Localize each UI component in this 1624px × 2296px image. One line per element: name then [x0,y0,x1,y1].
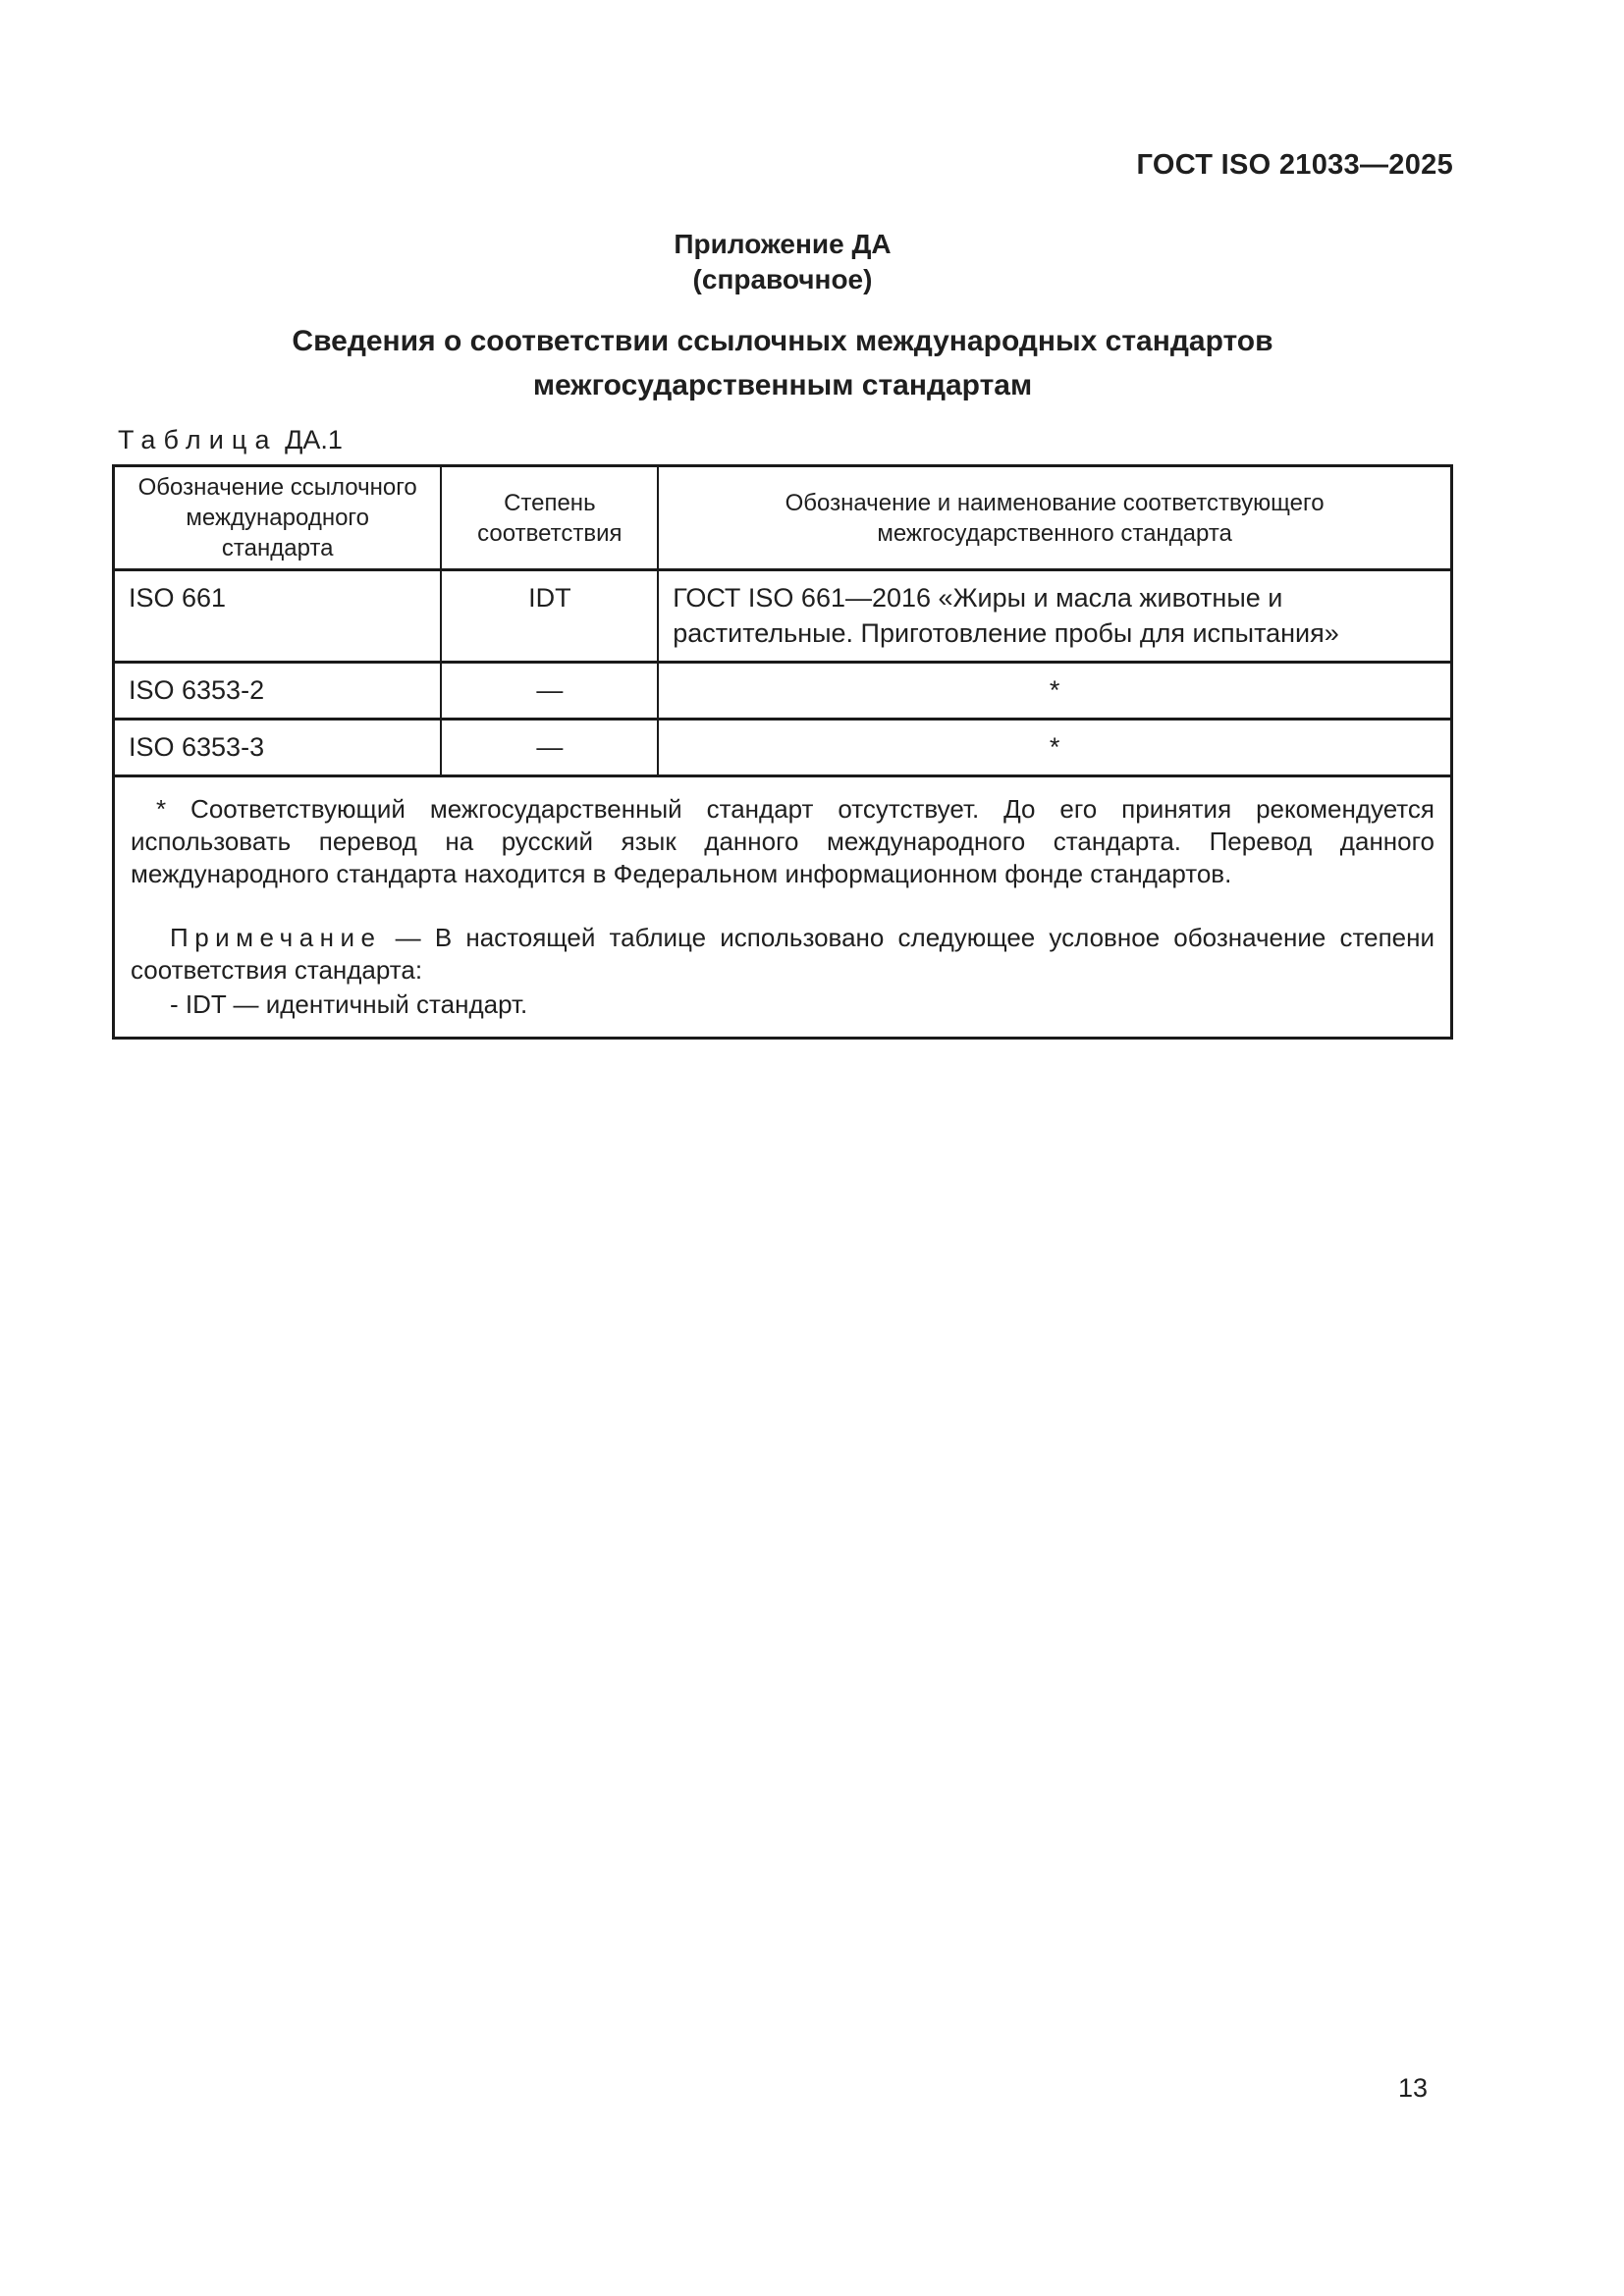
table-body [114,570,1452,1039]
cell-conformity-degree: — [441,663,658,720]
table-caption [112,425,1453,455]
document-standard-number: ГОСТ ISO 21033—2025 [1136,149,1453,181]
note-label: Примечание [170,923,382,952]
page-title-line-1: Сведения о соответствии ссылочных международных стандартов [292,325,1273,357]
appendix-heading [112,227,1453,297]
table-header [114,466,1452,570]
table-footnote: * Соответствующий межгосударственный стандарт отсутствует. До его принятия рекомендуется использовать перевод на русский язык данного международного стандарта. Перевод данного международного стандарта находится в Федеральном информационном фонде стандартов. [131,794,1435,888]
column-header-international-standard: Обозначение ссылочного международного стандарта [114,466,442,570]
table-row [114,663,1452,720]
page-title [112,319,1453,407]
cell-interstate-standard: ГОСТ ISO 661—2016 «Жиры и масла животные и растительные. Приготовление пробы для испытания» [658,570,1451,663]
column-header-interstate-standard: Обозначение и наименование соответствующего межгосударственного стандарта [658,466,1451,570]
table-row [114,570,1452,663]
cell-international-standard: ISO 6353-2 [114,663,442,720]
table-footnote-cell [114,776,1452,1039]
page-title-line-2: межгосударственным стандартам [532,369,1033,401]
page-number: 13 [1397,2073,1428,2103]
appendix-subtitle: (справочное) [692,264,873,294]
cell-international-standard: ISO 661 [114,570,442,663]
table-header-row [114,466,1452,570]
appendix-title: Приложение ДА [674,229,892,259]
cell-interstate-standard: * [658,663,1451,720]
table-note [131,922,1435,987]
note-text: — В настоящей таблице использовано следующее условное обозначение степени соответствия стандарта: [131,923,1435,985]
table-caption-label: Таблица [118,425,278,454]
cell-conformity-degree: — [441,720,658,776]
table-footnote-row [114,776,1452,1039]
note-list-item: - IDT — идентичный стандарт. [170,989,528,1019]
table-row [114,720,1452,776]
cell-conformity-degree: IDT [441,570,658,663]
column-header-conformity-degree: Степень соответствия [441,466,658,570]
table-caption-number: ДА.1 [285,425,343,454]
correspondence-table [112,464,1453,1040]
cell-interstate-standard: * [658,720,1451,776]
cell-international-standard: ISO 6353-3 [114,720,442,776]
